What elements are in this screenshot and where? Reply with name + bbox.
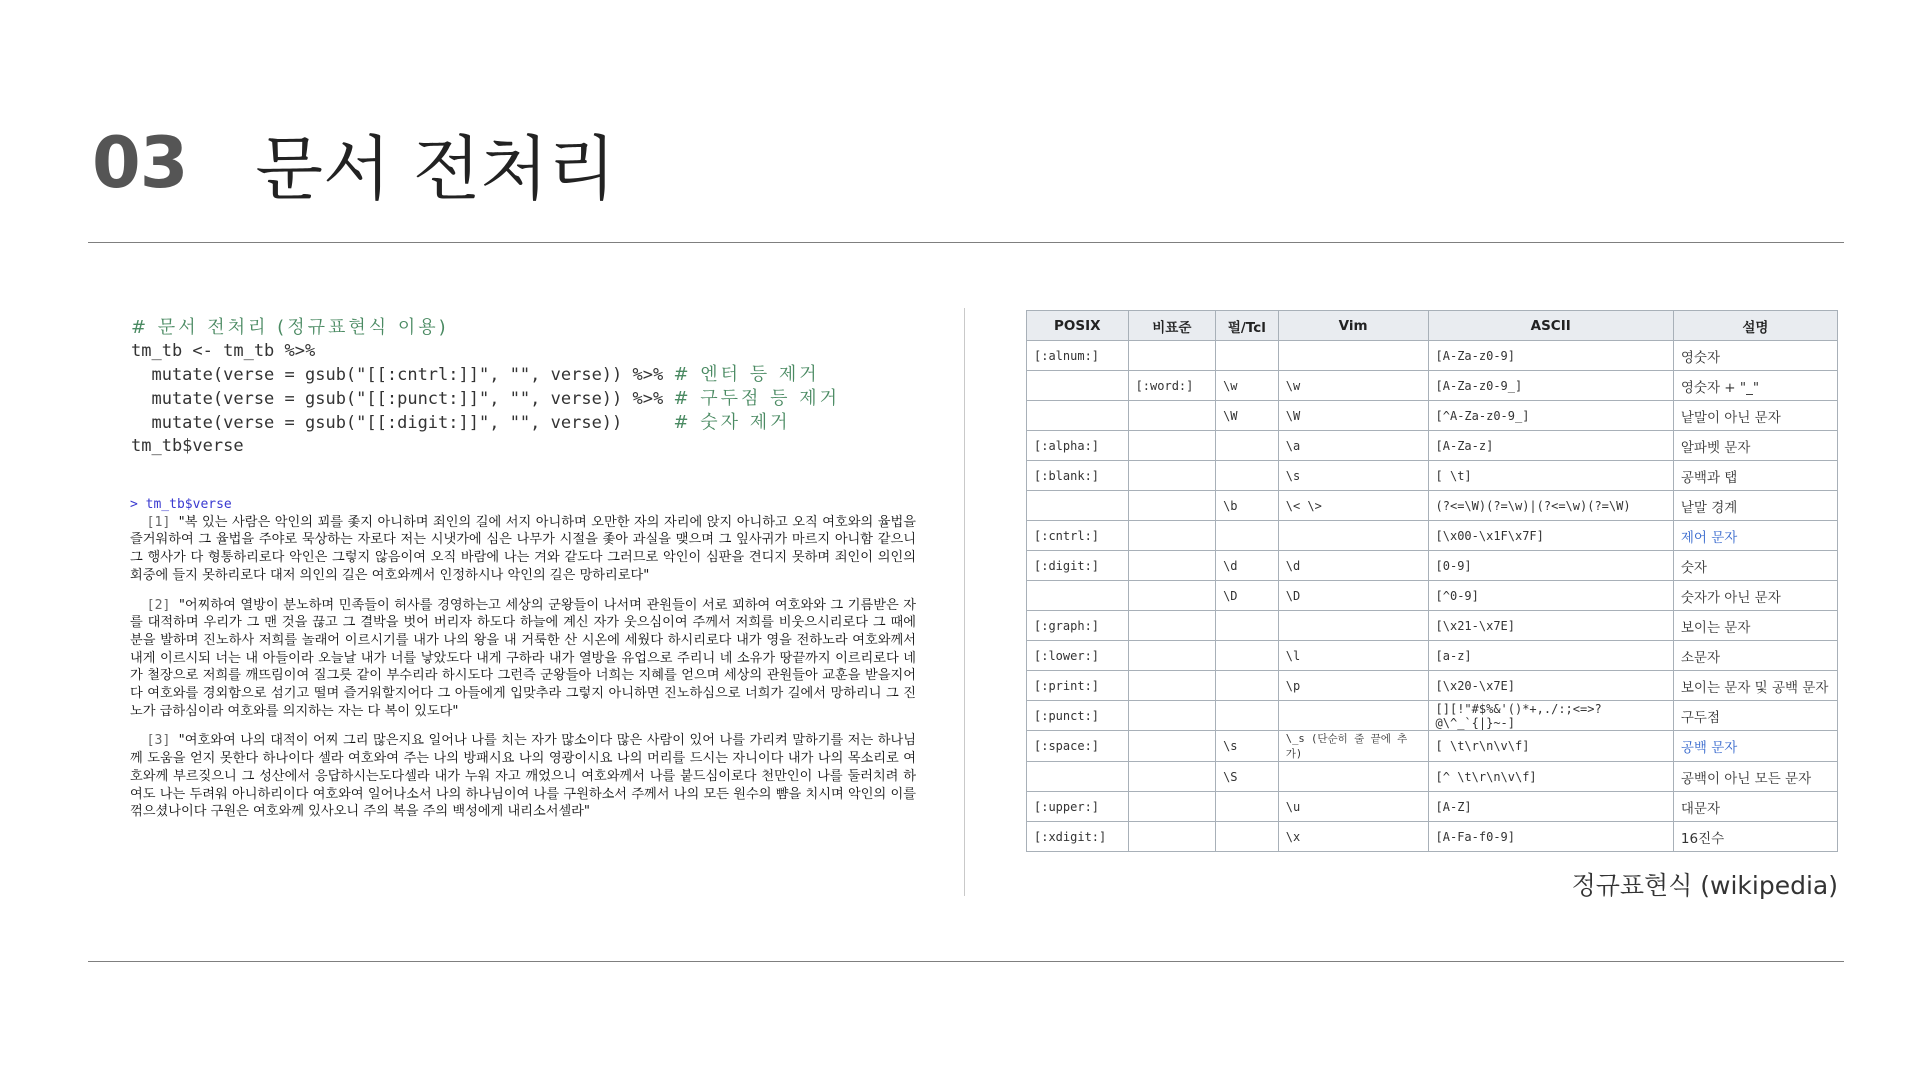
cell-desc[interactable]: 공백 문자 [1673, 731, 1837, 762]
table-row [1027, 671, 1838, 701]
cell-nonstd [1128, 401, 1215, 431]
table-row [1027, 611, 1838, 641]
table-row [1027, 731, 1838, 762]
code-comment: # 구두점 등 제거 [673, 388, 841, 409]
cell-desc: 공백과 탭 [1673, 461, 1837, 491]
cell-ascii: [^A-Za-z0-9_] [1428, 401, 1673, 431]
code-text: mutate(verse = gsub("[[:punct:]]", "", verse)) %>% [131, 389, 674, 409]
cell-posix: [:digit:] [1027, 551, 1129, 581]
console-prompt: > tm_tb$verse [130, 497, 232, 512]
code-comment: # 엔터 등 제거 [673, 364, 820, 385]
cell-vim: \x [1278, 822, 1428, 852]
cell-nonstd [1128, 731, 1215, 762]
cell-nonstd [1128, 461, 1215, 491]
table-row [1027, 792, 1838, 822]
code-line [131, 340, 931, 363]
cell-desc[interactable]: 제어 문자 [1673, 521, 1837, 551]
r-code-block [131, 316, 931, 458]
cell-desc: 공백이 아닌 모든 문자 [1673, 762, 1837, 792]
cell-perl [1216, 792, 1279, 822]
console-paragraph [130, 732, 916, 821]
cell-ascii: [A-Za-z0-9_] [1428, 371, 1673, 401]
output-text: "여호와여 나의 대적이 어찌 그리 많은지요 일어나 나를 치는 자가 많소이다 많은 사람이 있어 나를 가리켜 말하기를 저는 하나님께 도움을 얻지 못한다 하나이다 셀라 여호와여 주는 나의 방패시요 나의 영광이시요 나의 머리를 드시는 자니이다 내가 나의 목소리로 여호와께 부르짖으니 그 성산에서 응답하시는도다셀라 내가 누워 자고 깨었으니 여호와께서 나를 붙드심이로다 천만인이 나를 둘러치려 하여도 나는 두려워 아니하리이다 여호와여 일어나소서 나의 하나님이여 나를 구원하소서 주께서 나의 모든 원수의 뺨을 치시며 악인의 이를 꺾으셨나이다 구원은 여호와께 있사오니 주의 복을 주의 백성에게 내리소서셀라" [130, 733, 917, 820]
cell-vim [1278, 341, 1428, 371]
cell-ascii: [^ \t\r\n\v\f] [1428, 762, 1673, 792]
cell-perl [1216, 521, 1279, 551]
cell-perl: \W [1216, 401, 1279, 431]
section-number: 03 [92, 122, 188, 204]
console-paragraph [130, 597, 916, 721]
cell-ascii: [A-Za-z0-9] [1428, 341, 1673, 371]
cell-nonstd [1128, 671, 1215, 701]
bottom-divider [88, 961, 1844, 962]
output-index: [1] [130, 514, 179, 530]
cell-vim: \s [1278, 461, 1428, 491]
console-paragraph [130, 514, 916, 585]
output-index: [2] [130, 597, 179, 613]
cell-desc: 보이는 문자 및 공백 문자 [1673, 671, 1837, 701]
cell-ascii: [a-z] [1428, 641, 1673, 671]
section-title: 문서 전처리 [255, 127, 616, 210]
cell-nonstd [1128, 822, 1215, 852]
console-output [130, 496, 916, 833]
cell-ascii: [ \t] [1428, 461, 1673, 491]
table-row [1027, 641, 1838, 671]
top-divider [88, 242, 1844, 243]
cell-perl [1216, 701, 1279, 731]
cell-posix: [:punct:] [1027, 701, 1129, 731]
table-row [1027, 461, 1838, 491]
cell-desc: 대문자 [1673, 792, 1837, 822]
console-paragraphs [130, 514, 916, 821]
table-row [1027, 341, 1838, 371]
table-row [1027, 371, 1838, 401]
cell-nonstd [1128, 581, 1215, 611]
cell-perl: \s [1216, 731, 1279, 762]
cell-desc: 보이는 문자 [1673, 611, 1837, 641]
cell-posix [1027, 371, 1129, 401]
cell-ascii: [A-Fa-f0-9] [1428, 822, 1673, 852]
cell-desc: 숫자 [1673, 551, 1837, 581]
table-caption: 정규표현식 (wikipedia) [1571, 871, 1838, 900]
column-header: POSIX [1027, 311, 1129, 341]
table-header-row [1027, 311, 1838, 341]
cell-vim: \p [1278, 671, 1428, 701]
cell-posix [1027, 401, 1129, 431]
table-row [1027, 581, 1838, 611]
cell-desc: 알파벳 문자 [1673, 431, 1837, 461]
code-line [131, 435, 931, 458]
cell-ascii: [A-Za-z] [1428, 431, 1673, 461]
code-comment: # 숫자 제거 [673, 412, 791, 433]
cell-nonstd [1128, 431, 1215, 461]
cell-desc: 16진수 [1673, 822, 1837, 852]
cell-nonstd: [:word:] [1128, 371, 1215, 401]
code-text: mutate(verse = gsub("[[:digit:]]", "", verse)) [131, 413, 674, 433]
cell-posix: [:upper:] [1027, 792, 1129, 822]
cell-nonstd [1128, 762, 1215, 792]
cell-vim: \u [1278, 792, 1428, 822]
cell-posix [1027, 491, 1129, 521]
column-header: 펄/Tcl [1216, 311, 1279, 341]
cell-vim: \l [1278, 641, 1428, 671]
cell-ascii: [\x21-\x7E] [1428, 611, 1673, 641]
cell-posix: [:graph:] [1027, 611, 1129, 641]
cell-perl: \b [1216, 491, 1279, 521]
output-text: "복 있는 사람은 악인의 꾀를 좇지 아니하며 죄인의 길에 서지 아니하며 오만한 자의 자리에 앉지 아니하고 오직 여호와의 율법을 즐거워하여 그 율법을 주야로 묵상하는 자로다 저는 시냇가에 심은 나무가 시절을 좇아 과실을 맺으며 그 잎사귀가 마르지 아니함 같으니 그 행사가 다 형통하리로다 악인은 그렇지 않음이여 오직 바람에 나는 겨와 같도다 그러므로 악인이 심판을 견디지 못하며 죄인이 의인의 회중에 들지 못하리로다 대저 의인의 길은 여호와께서 인정하시나 악인의 길은 망하리로다" [130, 514, 917, 583]
cell-nonstd [1128, 341, 1215, 371]
cell-ascii: [^0-9] [1428, 581, 1673, 611]
cell-perl: \D [1216, 581, 1279, 611]
table-row [1027, 491, 1838, 521]
table-row [1027, 401, 1838, 431]
cell-ascii: [0-9] [1428, 551, 1673, 581]
code-comment: # 문서 전처리 (정규표현식 이용) [131, 317, 449, 338]
cell-perl [1216, 641, 1279, 671]
cell-ascii: [ \t\r\n\v\f] [1428, 731, 1673, 762]
cell-nonstd [1128, 491, 1215, 521]
cell-ascii: [][!"#$%&'()*+,./:;<=>?@\^_`{|}~-] [1428, 701, 1673, 731]
cell-perl [1216, 461, 1279, 491]
code-text: tm_tb$verse [131, 436, 244, 456]
cell-posix: [:cntrl:] [1027, 521, 1129, 551]
cell-perl: \d [1216, 551, 1279, 581]
cell-vim [1278, 762, 1428, 792]
cell-desc: 낱말이 아닌 문자 [1673, 401, 1837, 431]
table-row [1027, 521, 1838, 551]
cell-desc: 영숫자 [1673, 341, 1837, 371]
code-line [131, 411, 931, 435]
cell-perl [1216, 671, 1279, 701]
column-header: 설명 [1673, 311, 1837, 341]
code-line [131, 363, 931, 387]
cell-desc: 낱말 경계 [1673, 491, 1837, 521]
code-text: mutate(verse = gsub("[[:cntrl:]]", "", verse)) %>% [131, 365, 674, 385]
table-row [1027, 762, 1838, 792]
cell-vim: \< \> [1278, 491, 1428, 521]
cell-nonstd [1128, 611, 1215, 641]
cell-perl: \w [1216, 371, 1279, 401]
cell-desc: 소문자 [1673, 641, 1837, 671]
cell-vim [1278, 521, 1428, 551]
cell-nonstd [1128, 701, 1215, 731]
column-header: Vim [1278, 311, 1428, 341]
code-line [131, 387, 931, 411]
cell-posix: [:print:] [1027, 671, 1129, 701]
table-row [1027, 431, 1838, 461]
cell-nonstd [1128, 521, 1215, 551]
table-row [1027, 551, 1838, 581]
table-row [1027, 701, 1838, 731]
cell-ascii: (?<=\W)(?=\w)|(?<=\w)(?=\W) [1428, 491, 1673, 521]
cell-perl: \S [1216, 762, 1279, 792]
regex-table [1026, 310, 1838, 852]
cell-nonstd [1128, 551, 1215, 581]
cell-ascii: [\x00-\x1F\x7F] [1428, 521, 1673, 551]
cell-vim [1278, 701, 1428, 731]
cell-perl [1216, 431, 1279, 461]
cell-vim: \w [1278, 371, 1428, 401]
code-text: tm_tb <- tm_tb %>% [131, 341, 316, 361]
cell-vim: \W [1278, 401, 1428, 431]
cell-ascii: [A-Z] [1428, 792, 1673, 822]
table-row [1027, 822, 1838, 852]
cell-perl [1216, 822, 1279, 852]
cell-perl [1216, 341, 1279, 371]
cell-desc: 구두점 [1673, 701, 1837, 731]
cell-perl [1216, 611, 1279, 641]
regex-table-wrapper [1026, 310, 1838, 852]
column-header: 비표준 [1128, 311, 1215, 341]
cell-nonstd [1128, 792, 1215, 822]
cell-vim: \d [1278, 551, 1428, 581]
table-body [1027, 341, 1838, 852]
cell-vim: \_s (단순히 줄 끝에 추가) [1278, 731, 1428, 762]
cell-posix: [:xdigit:] [1027, 822, 1129, 852]
cell-vim: \a [1278, 431, 1428, 461]
cell-posix: [:lower:] [1027, 641, 1129, 671]
cell-desc: 숫자가 아닌 문자 [1673, 581, 1837, 611]
output-text: "어찌하여 열방이 분노하며 민족들이 허사를 경영하는고 세상의 군왕들이 나서며 관원들이 서로 꾀하여 여호와와 그 기름받은 자를 대적하며 우리가 그 맨 것을 끊고 그 결박을 벗어 버리자 하도다 하늘에 계신 자가 웃으심이여 주께서 저희를 비웃으시리로다 그 때에 분을 발하며 진노하사 저희를 놀래어 이르시기를 내가 나의 왕을 내 거룩한 산 시온에 세웠다 하시리로다 내가 영을 전하노라 여호와께서 내게 이르시되 너는 내 아들이라 오늘날 내가 너를 낳았도다 내게 구하라 내가 열방을 유업으로 주리니 네 소유가 땅끝까지 이르리로다 네가 철장으로 저희를 깨뜨림이여 질그릇 같이 부수리라 하시도다 그런즉 군왕들아 너희는 지혜를 얻으며 세상의 관원들아 교훈을 받을지어다 여호와를 경외함으로 섬기고 떨며 즐거워할지어다 그 아들에게 입맞추라 그렇지 아니하면 진노하심으로 너희가 길에서 망하리니 그 진노가 급하심이라 여호와를 의지하는 자는 다 복이 있도다" [130, 597, 917, 719]
cell-posix: [:alpha:] [1027, 431, 1129, 461]
cell-posix [1027, 762, 1129, 792]
cell-nonstd [1128, 641, 1215, 671]
cell-posix [1027, 581, 1129, 611]
slide-title [92, 118, 616, 208]
cell-ascii: [\x20-\x7E] [1428, 671, 1673, 701]
code-line [131, 316, 931, 340]
cell-posix: [:alnum:] [1027, 341, 1129, 371]
cell-posix: [:space:] [1027, 731, 1129, 762]
vertical-divider [964, 308, 965, 896]
cell-vim [1278, 611, 1428, 641]
output-index: [3] [130, 733, 179, 749]
cell-posix: [:blank:] [1027, 461, 1129, 491]
column-header: ASCII [1428, 311, 1673, 341]
cell-vim: \D [1278, 581, 1428, 611]
cell-desc: 영숫자 + "_" [1673, 371, 1837, 401]
